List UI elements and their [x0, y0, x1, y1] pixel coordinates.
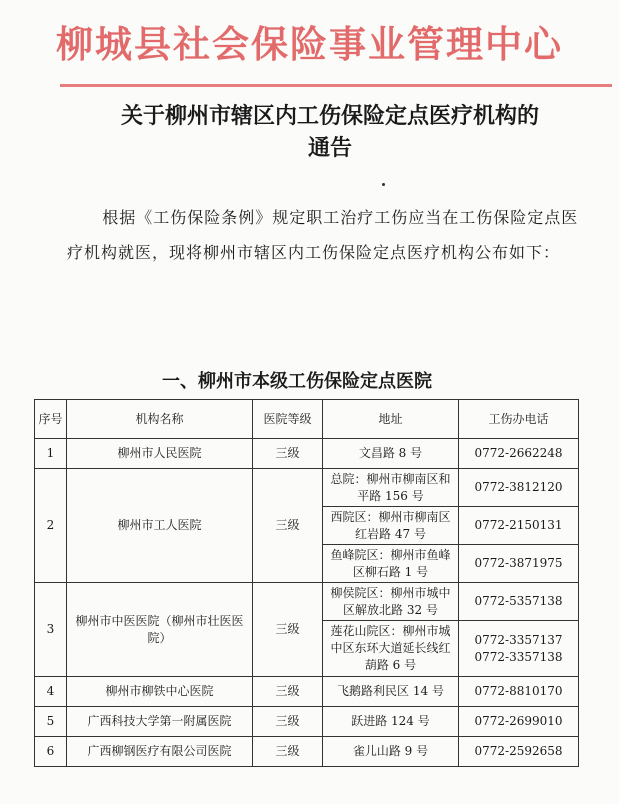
header-level: 医院等级 — [253, 400, 323, 439]
cell-name: 柳州市工人医院 — [67, 469, 253, 583]
header-no: 序号 — [35, 400, 67, 439]
table-row — [35, 583, 579, 621]
cell-name: 广西柳钢医疗有限公司医院 — [67, 737, 253, 767]
cell-name: 柳州市人民医院 — [67, 439, 253, 469]
cell-address: 飞鹅路利民区 14 号 — [323, 677, 459, 707]
table-header-row — [35, 400, 579, 439]
cell-no: 4 — [35, 677, 67, 707]
cell-phone: 0772-2699010 — [459, 707, 579, 737]
phone-line: 0772-3357138 — [474, 649, 563, 664]
cell-address: 西院区：柳州市柳南区红岩路 47 号 — [323, 507, 459, 545]
cell-level: 三级 — [253, 439, 323, 469]
title-line-1: 关于柳州市辖区内工伤保险定点医疗机构的 — [120, 104, 539, 129]
letterhead-rule — [60, 84, 612, 87]
cell-level: 三级 — [253, 583, 323, 677]
cell-address: 文昌路 8 号 — [323, 439, 459, 469]
cell-no: 1 — [35, 439, 67, 469]
table-row — [35, 737, 579, 767]
table-row — [35, 707, 579, 737]
cell-level: 三级 — [253, 677, 323, 707]
cell-address: 总院：柳州市柳南区和平路 156 号 — [323, 469, 459, 507]
title-line-2: 通告 — [307, 136, 352, 161]
cell-name: 广西科技大学第一附属医院 — [67, 707, 253, 737]
cell-address: 鱼峰院区：柳州市鱼峰区柳石路 1 号 — [323, 545, 459, 583]
cell-address: 跃进路 124 号 — [323, 707, 459, 737]
phone-line: 0772-3357137 — [474, 632, 563, 647]
cell-level: 三级 — [253, 737, 323, 767]
cell-phone: 0772-2662248 — [459, 439, 579, 469]
document-title — [60, 101, 600, 165]
stray-dot — [382, 183, 385, 186]
cell-phone: 0772-3871975 — [459, 545, 579, 583]
table-row — [35, 677, 579, 707]
cell-name: 柳州市柳铁中心医院 — [67, 677, 253, 707]
cell-address: 莲花山院区：柳州市城中区东环大道延长线红葫路 6 号 — [323, 621, 459, 677]
cell-phone: 0772-5357138 — [459, 583, 579, 621]
header-name: 机构名称 — [67, 400, 253, 439]
letterhead: 柳城县社会保险事业管理中心 — [56, 23, 563, 66]
cell-no: 5 — [35, 707, 67, 737]
cell-phone: 0772-2592658 — [459, 737, 579, 767]
cell-phone: 0772-8810170 — [459, 677, 579, 707]
cell-name: 柳州市中医医院（柳州市壮医医院） — [67, 583, 253, 677]
cell-address: 柳侯院区：柳州市城中区解放北路 32 号 — [323, 583, 459, 621]
cell-no: 2 — [35, 469, 67, 583]
hospital-table — [34, 399, 579, 767]
cell-no: 3 — [35, 583, 67, 677]
cell-address: 雀儿山路 9 号 — [323, 737, 459, 767]
cell-level: 三级 — [253, 707, 323, 737]
cell-phone — [459, 621, 579, 677]
body-paragraph: 根据《工伤保险条例》规定职工治疗工伤应当在工伤保险定点医疗机构就医，现将柳州市辖区内工伤保险定点医疗机构公布如下： — [67, 208, 579, 262]
cell-phone: 0772-2150131 — [459, 507, 579, 545]
table-row — [35, 439, 579, 469]
header-phone: 工伤办电话 — [459, 400, 579, 439]
table-row — [35, 469, 579, 507]
cell-level: 三级 — [253, 469, 323, 583]
cell-no: 6 — [35, 737, 67, 767]
header-address: 地址 — [323, 400, 459, 439]
cell-phone: 0772-3812120 — [459, 469, 579, 507]
section-heading: 一、柳州市本级工伤保险定点医院 — [162, 371, 432, 392]
